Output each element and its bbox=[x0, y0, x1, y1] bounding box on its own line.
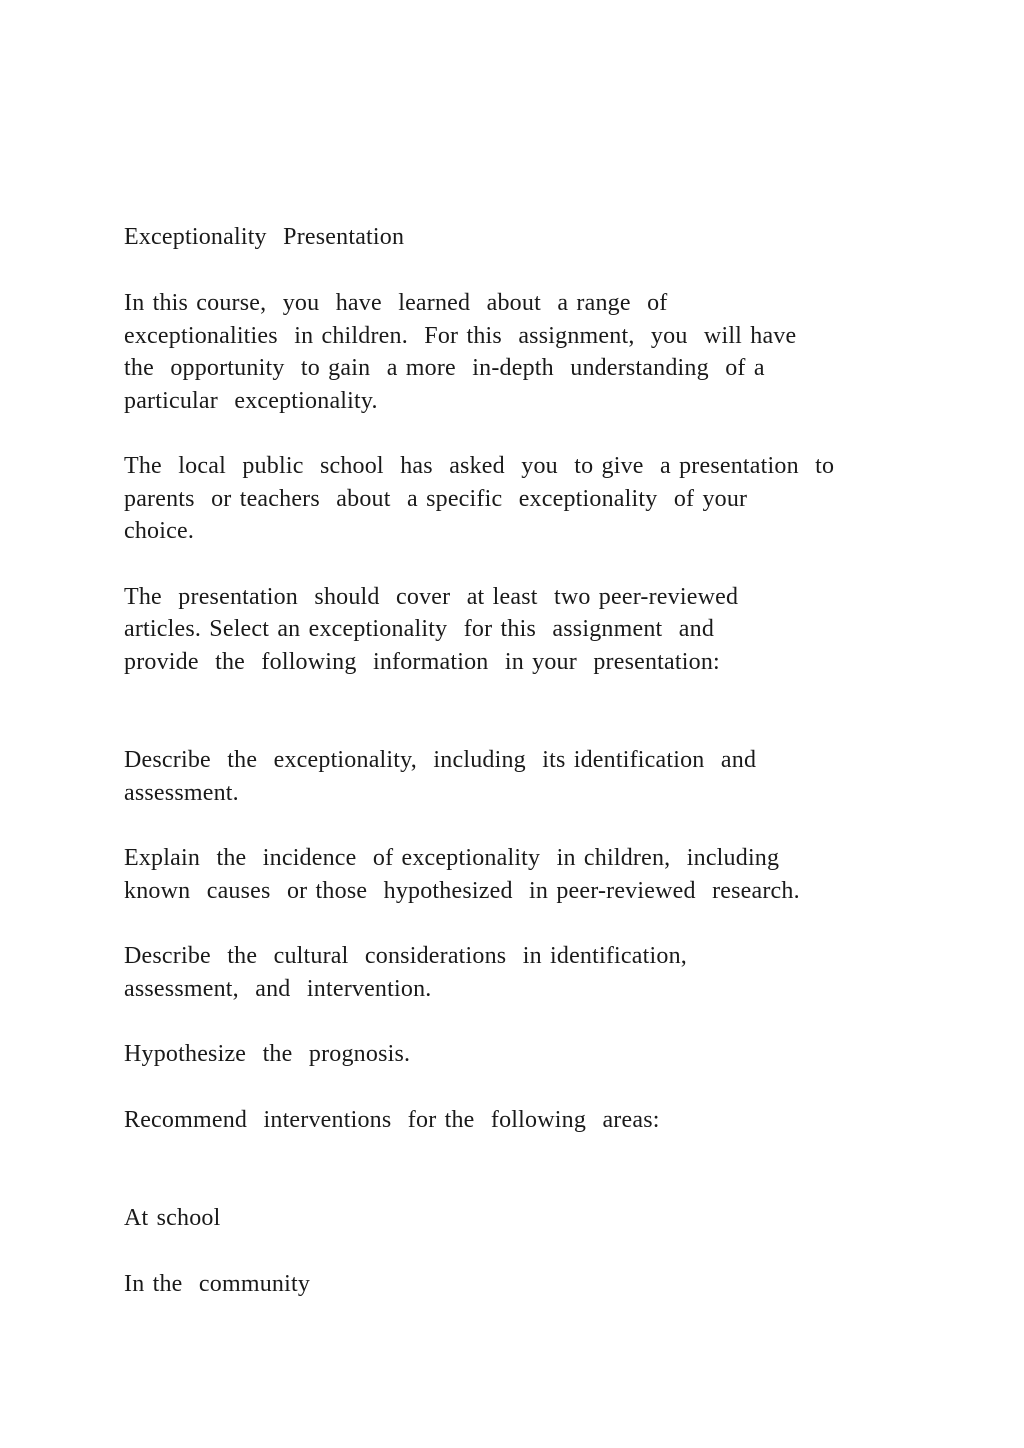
item-line: Hypothesize the prognosis. bbox=[124, 1041, 411, 1067]
area-line: In the community bbox=[124, 1271, 311, 1297]
context-line: choice. bbox=[124, 518, 195, 544]
item-line: assessment, and intervention. bbox=[124, 976, 432, 1002]
intro-line: the opportunity to gain a more in-depth understanding of a bbox=[124, 355, 765, 381]
document-title: Exceptionality Presentation bbox=[124, 224, 405, 250]
item-line: Describe the cultural considerations in identification, bbox=[124, 943, 687, 969]
requirements-line: articles. Select an exceptionality for this assignment and bbox=[124, 616, 715, 642]
requirements-line: The presentation should cover at least two peer-reviewed bbox=[124, 584, 739, 610]
area-line: At school bbox=[124, 1205, 221, 1231]
context-line: parents or teachers about a specific exceptionality of your bbox=[124, 486, 748, 512]
intro-line: particular exceptionality. bbox=[124, 388, 378, 414]
item-line: Recommend interventions for the following areas: bbox=[124, 1107, 660, 1133]
context-line: The local public school has asked you to give a presentation to bbox=[124, 453, 835, 479]
item-line: Explain the incidence of exceptionality in children, including bbox=[124, 845, 780, 871]
intro-line: exceptionalities in children. For this assignment, you will have bbox=[124, 323, 797, 349]
intro-line: In this course, you have learned about a range of bbox=[124, 290, 668, 316]
item-line: Describe the exceptionality, including its identification and bbox=[124, 747, 757, 773]
item-line: assessment. bbox=[124, 780, 239, 806]
item-line: known causes or those hypothesized in peer-reviewed research. bbox=[124, 878, 800, 904]
requirements-line: provide the following information in your presentation: bbox=[124, 649, 720, 675]
